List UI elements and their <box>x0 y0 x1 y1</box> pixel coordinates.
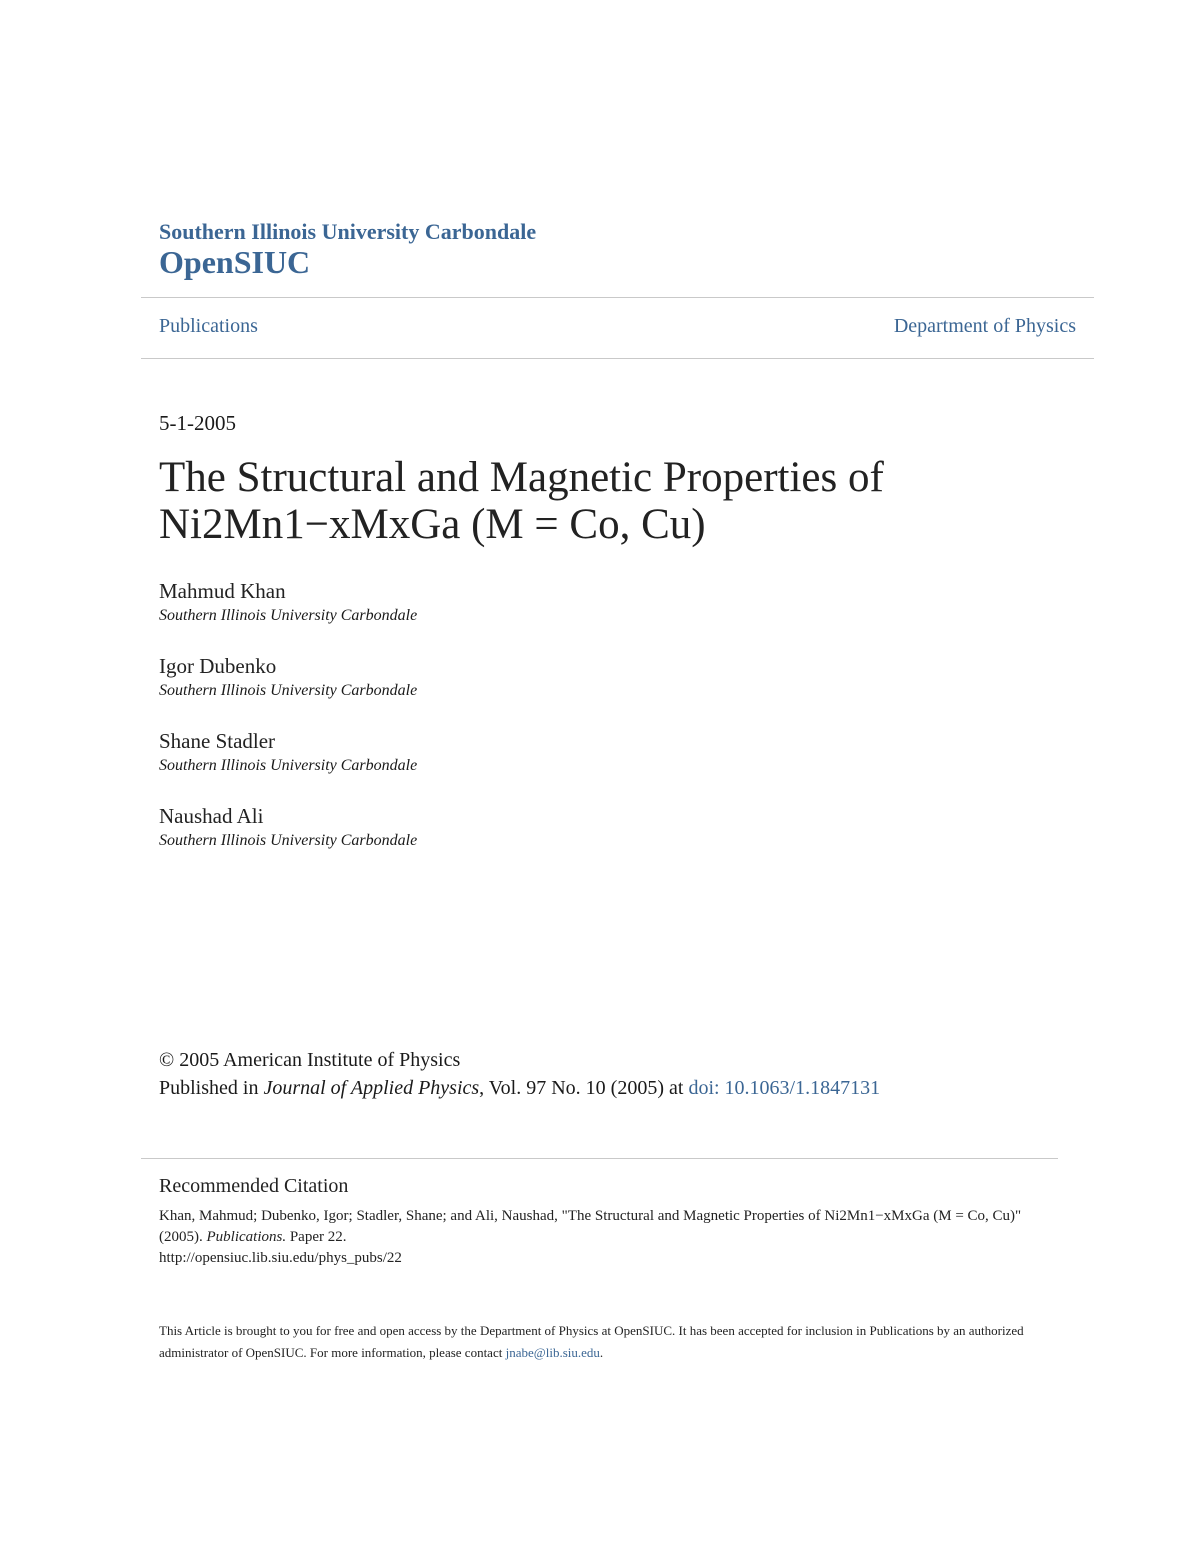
citation-series: Publications. <box>206 1229 287 1245</box>
repository-name[interactable]: OpenSIUC <box>159 244 311 280</box>
notice-end: . <box>599 1345 604 1360</box>
author-affiliation: Southern Illinois University Carbondale <box>159 832 418 849</box>
publications-link[interactable]: Publications <box>159 315 258 337</box>
article-title: The Structural and Magnetic Properties of Ni2Mn1−xMxGa (M = Co, Cu) <box>159 454 884 548</box>
citation-url[interactable]: http://opensiuc.lib.siu.edu/phys_pubs/22 <box>159 1250 402 1266</box>
contact-email-link[interactable]: jnabe@lib.siu.edu <box>505 1345 600 1360</box>
nav-divider <box>141 358 1094 359</box>
citation-body: Khan, Mahmud; Dubenko, Igor; Stadler, Shane; and Ali, Naushad, "The Structural and Magnetic Properties of Ni2Mn1−xMxGa (M = Co, Cu)" (2005). <box>159 1208 1022 1245</box>
access-notice <box>159 1320 1059 1364</box>
published-prefix: Published in <box>159 1077 264 1099</box>
author-entry <box>159 804 417 852</box>
author-name[interactable]: Shane Stadler <box>159 729 276 753</box>
author-entry <box>159 654 417 702</box>
author-name[interactable]: Mahmud Khan <box>159 579 286 603</box>
journal-name: Journal of Applied Physics <box>263 1077 480 1099</box>
publication-info <box>159 1046 880 1102</box>
doi-link[interactable]: doi: 10.1063/1.1847131 <box>688 1077 881 1099</box>
citation-paper: Paper 22. <box>286 1229 347 1245</box>
author-entry <box>159 579 417 627</box>
author-affiliation: Southern Illinois University Carbondale <box>159 682 418 699</box>
volume-text: , Vol. 97 No. 10 (2005) at <box>479 1077 689 1099</box>
author-affiliation: Southern Illinois University Carbondale <box>159 757 418 774</box>
citation-divider <box>141 1158 1058 1159</box>
notice-text: This Article is brought to you for free and open access by the Department of Physics at OpenSIUC. It has been accepted for inclusion in Publications by an authorized administrator of OpenSIUC. For more information, please contact <box>159 1323 1024 1360</box>
publication-date: 5-1-2005 <box>159 411 236 435</box>
top-divider <box>141 297 1094 298</box>
institution-name[interactable]: Southern Illinois University Carbondale <box>159 219 537 244</box>
citation-text <box>159 1206 1049 1269</box>
recommended-citation-heading: Recommended Citation <box>159 1175 349 1197</box>
author-name[interactable]: Naushad Ali <box>159 804 264 828</box>
author-entry <box>159 729 417 777</box>
department-link[interactable]: Department of Physics <box>893 315 1076 337</box>
published-line <box>159 1074 880 1102</box>
author-name[interactable]: Igor Dubenko <box>159 654 277 678</box>
copyright-line: © 2005 American Institute of Physics <box>159 1049 461 1071</box>
author-affiliation: Southern Illinois University Carbondale <box>159 607 418 624</box>
